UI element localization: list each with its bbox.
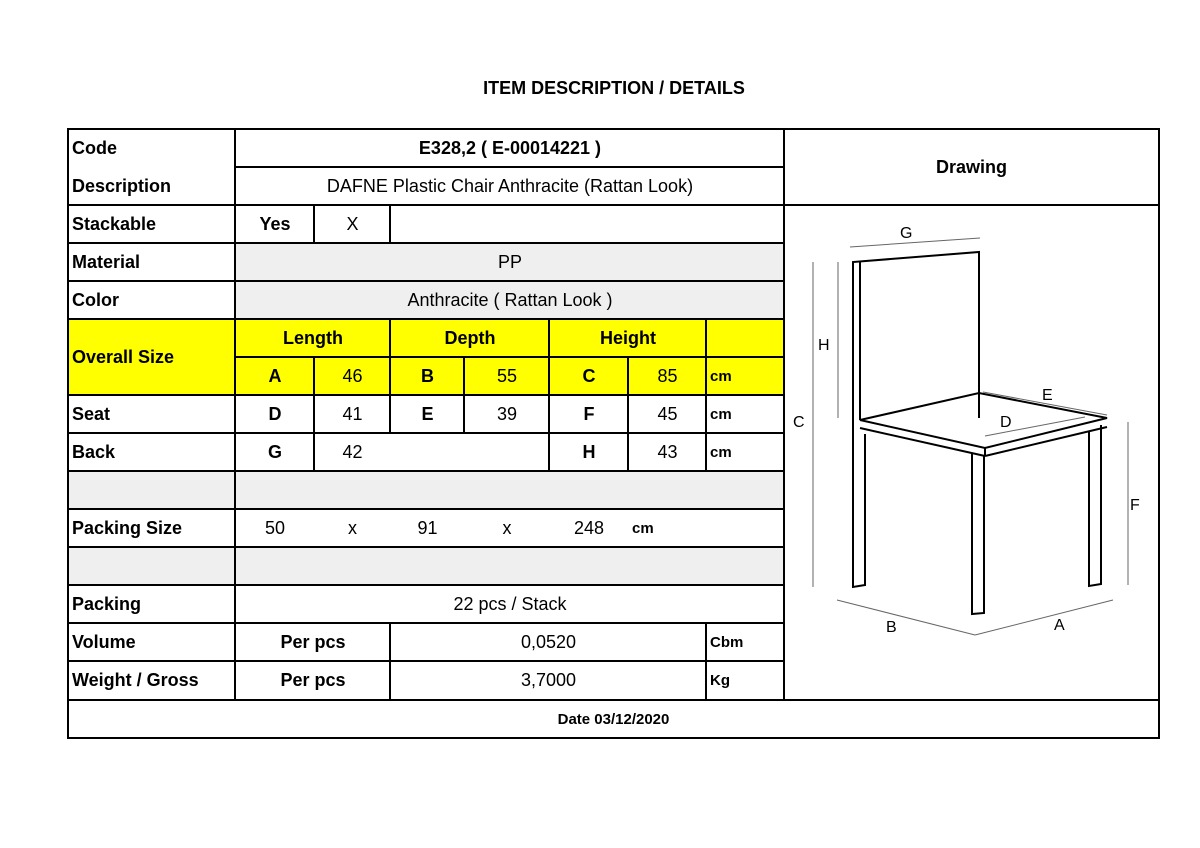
spacer-row-1 — [69, 471, 784, 509]
overall-unit: cm — [710, 367, 732, 385]
dim-f-value: 45 — [657, 403, 678, 424]
packing-x1: x — [348, 517, 357, 538]
drawing-label-h: H — [818, 337, 830, 354]
dim-d-label: D — [268, 403, 282, 424]
code-label: Code — [72, 138, 117, 158]
details-table — [67, 128, 1160, 739]
overall-size-label: Overall Size — [72, 346, 175, 367]
dim-d-value: 41 — [342, 403, 363, 424]
material-value: PP — [497, 251, 522, 272]
dim-e-value: 39 — [496, 403, 518, 424]
drawing-header: Drawing — [935, 156, 1007, 177]
packing-size-label: Packing Size — [72, 517, 183, 538]
dim-h-label: H — [582, 441, 596, 462]
weight-label: Weight / Gross — [72, 669, 199, 690]
dim-a-label: A — [268, 365, 282, 386]
description-label: Description — [72, 175, 172, 196]
weight-value: 3,7000 — [520, 669, 577, 690]
description-value: DAFNE Plastic Chair Anthracite (Rattan Look) — [326, 175, 694, 196]
weight-unit: Kg — [710, 671, 730, 689]
seat-label: Seat — [72, 403, 111, 424]
drawing-label-f: F — [1130, 497, 1140, 514]
stackable-yes: Yes — [259, 213, 291, 234]
back-unit: cm — [710, 443, 732, 461]
date-footer: Date 03/12/2020 — [557, 710, 670, 728]
chair-drawing — [785, 205, 1158, 699]
packing-x2: x — [502, 517, 512, 538]
material-label: Material — [72, 251, 141, 272]
weight-per: Per pcs — [280, 669, 346, 690]
packing-depth: 91 — [417, 517, 438, 538]
code-value: E328,2 ( E-00014221 ) — [418, 138, 602, 158]
packing-height: 248 — [573, 517, 605, 538]
length-header: Length — [283, 327, 343, 348]
stackable-label: Stackable — [72, 213, 157, 234]
dim-c-label: C — [582, 365, 596, 386]
drawing-label-a: A — [1054, 617, 1065, 634]
drawing-label-g: G — [900, 225, 913, 242]
packing-value: 22 pcs / Stack — [453, 593, 567, 614]
drawing-label-d: D — [1000, 414, 1012, 431]
volume-unit: Cbm — [710, 633, 744, 651]
dim-e-label: E — [421, 403, 434, 424]
packing-label: Packing — [72, 593, 142, 614]
dim-c-value: 85 — [657, 365, 678, 386]
stackable-mark: X — [346, 213, 359, 234]
spacer-row-2 — [69, 547, 784, 585]
color-label: Color — [72, 289, 119, 310]
dim-g-value: 42 — [342, 441, 363, 462]
back-label: Back — [72, 441, 116, 462]
drawing-label-b: B — [886, 619, 897, 636]
drawing-label-c: C — [793, 414, 805, 431]
volume-label: Volume — [72, 631, 136, 652]
packing-width: 50 — [264, 517, 286, 538]
dim-g-label: G — [267, 441, 282, 462]
dim-h-value: 43 — [657, 441, 678, 462]
packing-size-unit: cm — [632, 519, 654, 537]
dim-b-value: 55 — [496, 365, 518, 386]
page-title: ITEM DESCRIPTION / DETAILS — [483, 78, 745, 98]
dim-b-label: B — [421, 365, 434, 386]
color-value: Anthracite ( Rattan Look ) — [407, 289, 613, 310]
drawing-label-e: E — [1042, 387, 1053, 404]
seat-unit: cm — [710, 405, 732, 423]
depth-header: Depth — [444, 327, 496, 348]
height-header: Height — [600, 327, 656, 348]
dim-f-label: F — [583, 403, 595, 424]
volume-value: 0,0520 — [520, 631, 577, 652]
dim-a-value: 46 — [342, 365, 363, 386]
volume-per: Per pcs — [280, 631, 346, 652]
